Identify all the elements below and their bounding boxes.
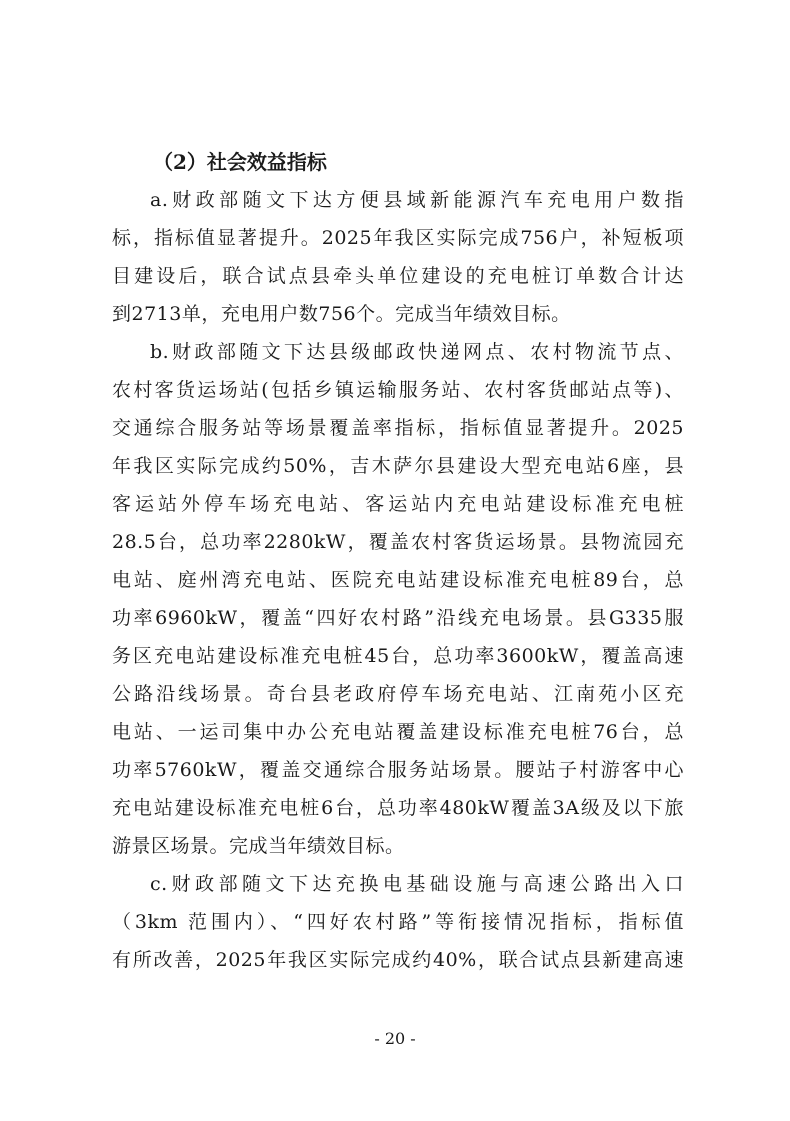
paragraph-b-line-11: 电站、一运司集中办公充电站覆盖建设标准充电桩76台，总 [112,721,684,743]
paragraph-a-line-3: 目建设后，联合试点县牵头单位建设的充电桩订单数合计达 [112,265,684,287]
paragraph-b-line-7: 电站、庭州湾充电站、医院充电站建设标准充电桩89台，总 [112,569,684,591]
paragraph-a-line-4: 到2713单，充电用户数756个。完成当年绩效目标。 [112,303,571,325]
paragraph-b-line-10: 公路沿线场景。奇台县老政府停车场充电站、江南苑小区充 [112,683,684,705]
paragraph-a-line-1: a.财政部随文下达方便县域新能源汽车充电用户数指 [150,189,684,211]
paragraph-b-line-4: 年我区实际完成约50%，吉木萨尔县建设大型充电站6座，县 [112,455,684,477]
paragraph-c-line-2: （3km 范围内）、“四好农村路”等衔接情况指标，指标值 [112,911,684,933]
paragraph-b-line-12: 功率5760kW，覆盖交通综合服务站场景。腰站子村游客中心 [112,759,684,781]
paragraph-b-line-3: 交通综合服务站等场景覆盖率指标，指标值显著提升。2025 [112,417,684,439]
section-heading: （2）社会效益指标 [153,150,327,174]
paragraph-b-line-13: 充电站建设标准充电桩6台，总功率480kW覆盖3A级及以下旅 [112,797,684,819]
paragraph-b-line-2: 农村客货运场站(包括乡镇运输服务站、农村客货邮站点等)、 [112,379,684,401]
paragraph-a-line-2: 标，指标值显著提升。2025年我区实际完成756户，补短板项 [112,227,684,249]
paragraph-b-line-8: 功率6960kW，覆盖“四好农村路”沿线充电场景。县G335服 [112,607,684,629]
page-number: - 20 - [374,1029,416,1048]
paragraph-b-line-6: 28.5台，总功率2280kW，覆盖农村客货运场景。县物流园充 [112,531,684,553]
paragraph-b-line-9: 务区充电站建设标准充电桩45台，总功率3600kW，覆盖高速 [112,645,684,667]
paragraph-c-line-3: 有所改善，2025年我区实际完成约40%，联合试点县新建高速 [112,949,684,971]
paragraph-b-line-5: 客运站外停车场充电站、客运站内充电站建设标准充电桩 [112,493,684,515]
paragraph-c-line-1: c.财政部随文下达充换电基础设施与高速公路出入口 [150,873,684,895]
paragraph-b-line-1: b.财政部随文下达县级邮政快递网点、农村物流节点、 [150,341,684,363]
paragraph-b-line-14: 游景区场景。完成当年绩效目标。 [112,835,405,857]
